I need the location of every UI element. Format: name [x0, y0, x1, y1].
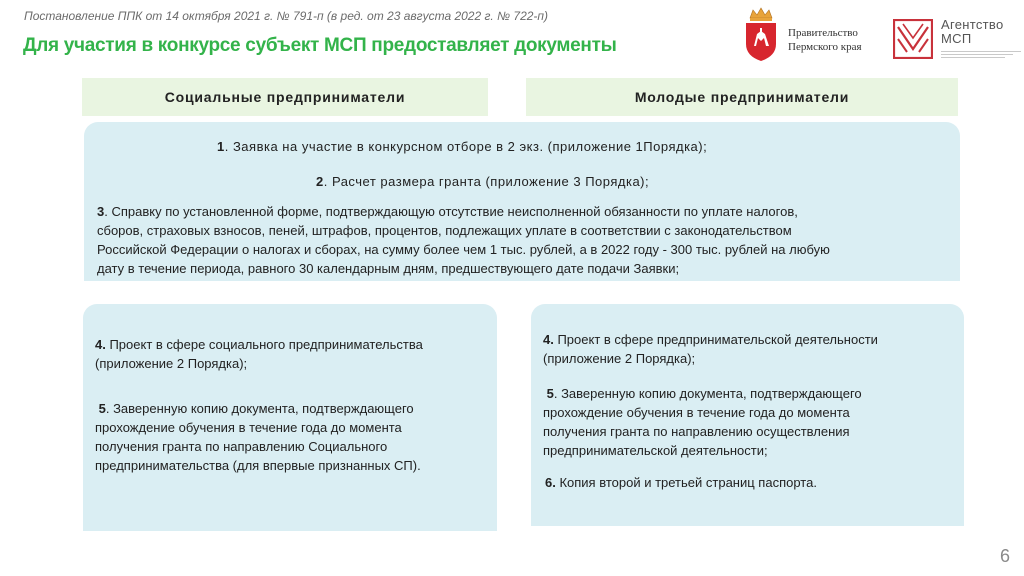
item-text: . Справку по установленной форме, подтверждающую отсутствие неисполненной обязанности по уплате налогов, [104, 204, 798, 219]
gov-line2: Пермского края [788, 41, 862, 53]
subtitle-decree: Постановление ППК от 14 октября 2021 г. № 791-п (в ред. от 23 августа 2022 г. № 722-п) [24, 9, 549, 23]
page-title: Для участия в конкурсе субъект МСП предоставляет документы [23, 35, 617, 56]
item-text: дату в течение периода, равного 30 календарным дням, предшествующего дате подачи Заявки; [97, 261, 680, 276]
item-number: 6. [545, 475, 556, 490]
item-text: сборов, страховых взносов, пеней, штрафов, процентов, подлежащих уплате в соответствии с законодательством [97, 223, 792, 238]
item-text: предпринимательства (для впервые признанных СП). [95, 458, 421, 473]
social-item-5 [95, 399, 421, 475]
government-name [788, 26, 862, 54]
social-item-4 [95, 335, 423, 373]
young-item-4 [543, 330, 878, 368]
item-text: . Заверенную копию документа, подтверждающего [105, 401, 414, 416]
item-number: 5 [98, 401, 106, 416]
item-number: 1 [217, 139, 225, 154]
agency-line2: МСП [941, 31, 972, 46]
item-text: . Заверенную копию документа, подтверждающего [553, 386, 862, 401]
agency-fine-print-decoration [941, 49, 1021, 58]
item-text: Проект в сфере предпринимательской деятельности [553, 332, 878, 347]
item-text: предпринимательской деятельности; [543, 443, 768, 458]
item-number: 3 [97, 204, 105, 219]
item-number: 4. [543, 332, 554, 347]
item-text: . Заявка на участие в конкурсном отборе в 2 экз. (приложение 1Порядка); [224, 139, 708, 154]
common-documents-box [84, 122, 960, 281]
agency-msp-logo-icon [893, 19, 933, 59]
agency-name [941, 18, 1004, 46]
item-text: Копия второй и третьей страниц паспорта. [555, 475, 817, 490]
common-item-2 [316, 172, 649, 191]
agency-line1: Агентство [941, 17, 1004, 32]
item-text: прохождение обучения в течение года до момента [543, 405, 850, 420]
social-documents-box [83, 304, 497, 531]
gov-line1: Правительство [788, 27, 858, 39]
young-item-5 [543, 384, 862, 460]
item-text: прохождение обучения в течение года до момента [95, 420, 402, 435]
item-text: (приложение 2 Порядка); [95, 356, 248, 371]
young-item-6 [545, 473, 817, 492]
common-item-3 [97, 202, 830, 278]
item-number: 4. [95, 337, 106, 352]
perm-crest-icon [742, 6, 780, 62]
item-text: получения гранта по направлению осуществления [543, 424, 850, 439]
young-documents-box [531, 304, 964, 526]
item-text: (приложение 2 Порядка); [543, 351, 696, 366]
item-number: 5 [546, 386, 554, 401]
item-text: . Расчет размера гранта (приложение 3 Порядка); [323, 174, 650, 189]
item-text: Российской Федерации о налогах и сборах, на сумму более чем 1 тыс. рублей, а в 2022 году - 300 тыс. рублей на любую [97, 242, 830, 257]
common-item-1 [217, 137, 707, 156]
tab-social-entrepreneurs: Социальные предприниматели [82, 78, 488, 116]
item-text: Проект в сфере социального предпринимательства [105, 337, 423, 352]
item-number: 2 [316, 174, 324, 189]
item-text: получения гранта по направлению Социального [95, 439, 388, 454]
tab-young-entrepreneurs: Молодые предприниматели [526, 78, 958, 116]
page-number: 6 [999, 546, 1010, 566]
